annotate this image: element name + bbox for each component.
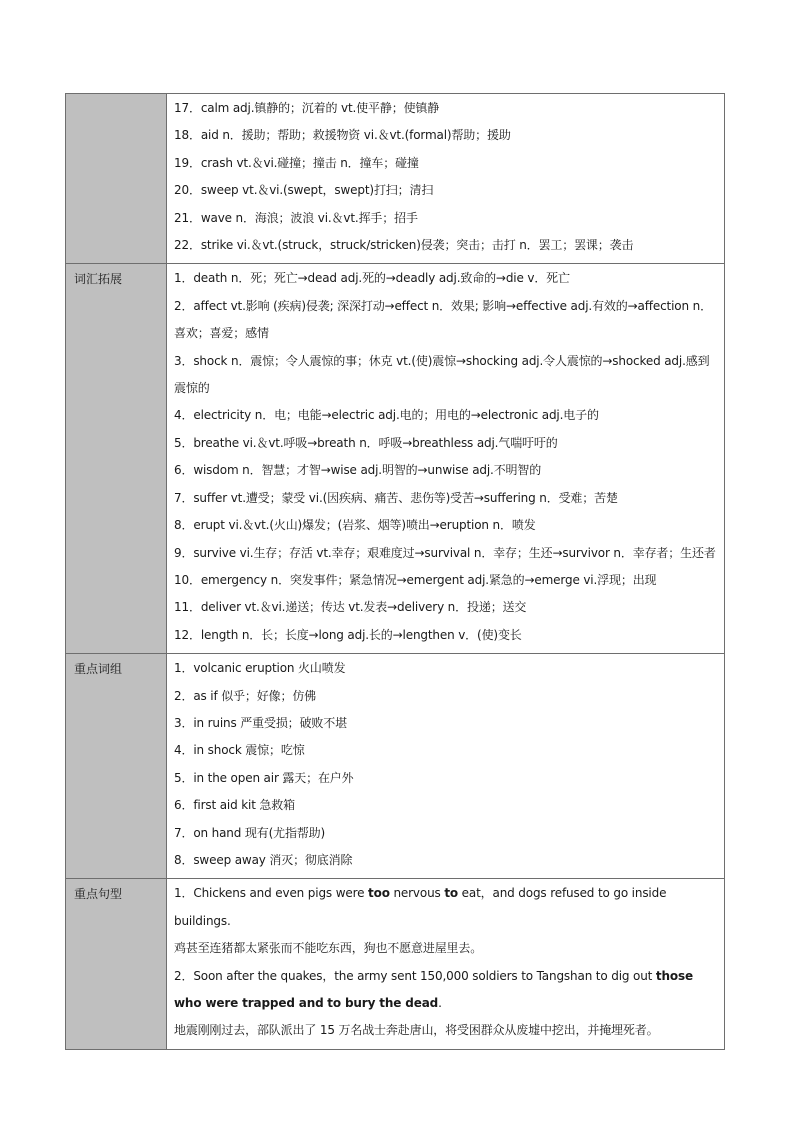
word-item: 4．electricity n．电；电能→electric adj.电的；用电的→electronic adj.电子的 xyxy=(174,408,599,423)
word-item: 21．wave n．海浪；波浪 vi.＆vt.挥手；招手 xyxy=(174,210,418,225)
section-row-key-sentences xyxy=(66,879,725,1049)
section-content xyxy=(167,879,725,1049)
emphasis: too xyxy=(368,886,390,901)
word-item: 19．crash vt.＆vi.碰撞；撞击 n．撞车；碰撞 xyxy=(174,155,419,170)
sentence-english: 1．Chickens and even pigs were too nervous to eat，and dogs refused to go inside buildings. xyxy=(174,886,667,928)
emphasis: to xyxy=(444,886,458,901)
word-item: 1．death n．死；死亡→dead adj.死的→deadly adj.致命的→die v．死亡 xyxy=(174,271,570,286)
phrase-item: 2．as if 似乎；好像；仿佛 xyxy=(174,688,317,703)
section-content xyxy=(167,654,725,879)
phrase-item: 3．in ruins 严重受损；破败不堪 xyxy=(174,715,347,730)
word-item: 9．survive vi.生存；存活 vt.幸存；艰难度过→survival n．幸存；生还→survivor n．幸存者；生还者 xyxy=(174,545,716,560)
phrase-item: 4．in shock 震惊；吃惊 xyxy=(174,743,305,758)
section-content xyxy=(167,94,725,264)
word-item: 5．breathe vi.＆vt.呼吸→breath n．呼吸→breathless adj.气喘吁吁的 xyxy=(174,435,558,450)
word-item: 18．aid n．援助；帮助；救援物资 vi.＆vt.(formal)帮助；援助 xyxy=(174,128,511,143)
section-content xyxy=(167,264,725,654)
section-label: 重点词组 xyxy=(66,654,167,879)
sentence-english: 2．Soon after the quakes，the army sent 150,000 soldiers to Tangshan to dig out those who were trapped and to bury the dead. xyxy=(174,968,693,1010)
phrase-item: 7．on hand 现有(尤指帮助) xyxy=(174,825,326,840)
section-label: 重点句型 xyxy=(66,879,167,1049)
word-item: 10．emergency n．突发事件；紧急情况→emergent adj.紧急的→emerge vi.浮现；出现 xyxy=(174,572,657,587)
section-row-vocab-expansion xyxy=(66,264,725,654)
section-label: 词汇拓展 xyxy=(66,264,167,654)
word-item: 8．erupt vi.＆vt.(火山)爆发；(岩浆、烟等)喷出→eruption n．喷发 xyxy=(174,518,536,533)
phrase-item: 1．volcanic eruption 火山喷发 xyxy=(174,661,346,676)
emphasis: to bury the dead xyxy=(327,996,439,1010)
word-item: 22．strike vi.＆vt.(struck，struck/stricken)侵袭；突击；击打 n．罢工；罢课；袭击 xyxy=(174,238,634,253)
vocabulary-table xyxy=(65,93,725,1050)
word-item: 17．calm adj.镇静的；沉着的 vt.使平静；使镇静 xyxy=(174,101,440,115)
word-item: 7．suffer vt.遭受；蒙受 vi.(因疾病、痛苦、悲伤等)受苦→suffering n．受难；苦楚 xyxy=(174,490,618,505)
word-item: 11．deliver vt.＆vi.递送；传达 vt.发表→delivery n．投递；送交 xyxy=(174,600,527,615)
word-item: 6．wisdom n．智慧；才智→wise adj.明智的→unwise adj.不明智的 xyxy=(174,463,542,478)
phrase-item: 8．sweep away 消灭；彻底消除 xyxy=(174,852,353,867)
section-row-key-phrases xyxy=(66,654,725,879)
section-label xyxy=(66,94,167,264)
section-row-words-cont xyxy=(66,94,725,264)
word-item: 2．affect vt.影响 (疾病)侵袭; 深深打动→effect n．效果; 影响→effective adj.有效的→affection n．喜欢；喜爱；感情 xyxy=(174,298,712,341)
emphasis: those who were trapped and xyxy=(174,968,693,1010)
word-item: 20．sweep vt.＆vi.(swept，swept)打扫；清扫 xyxy=(174,183,434,198)
word-item: 12．length n．长；长度→long adj.长的→lengthen v．(使)变长 xyxy=(174,627,522,642)
phrase-item: 5．in the open air 露天；在户外 xyxy=(174,770,354,785)
phrase-item: 6．first aid kit 急救箱 xyxy=(174,798,295,813)
sentence-translation: 鸡甚至连猪都太紧张而不能吃东西，狗也不愿意进屋里去。 xyxy=(174,941,483,956)
sentence-translation: 地震刚刚过去，部队派出了 15 万名战士奔赴唐山，将受困群众从废墟中挖出，并掩埋死者。 xyxy=(174,1023,659,1038)
word-item: 3．shock n．震惊；令人震惊的事；休克 vt.(使)震惊→shocking adj.令人震惊的→shocked adj.感到震惊的 xyxy=(174,353,710,396)
